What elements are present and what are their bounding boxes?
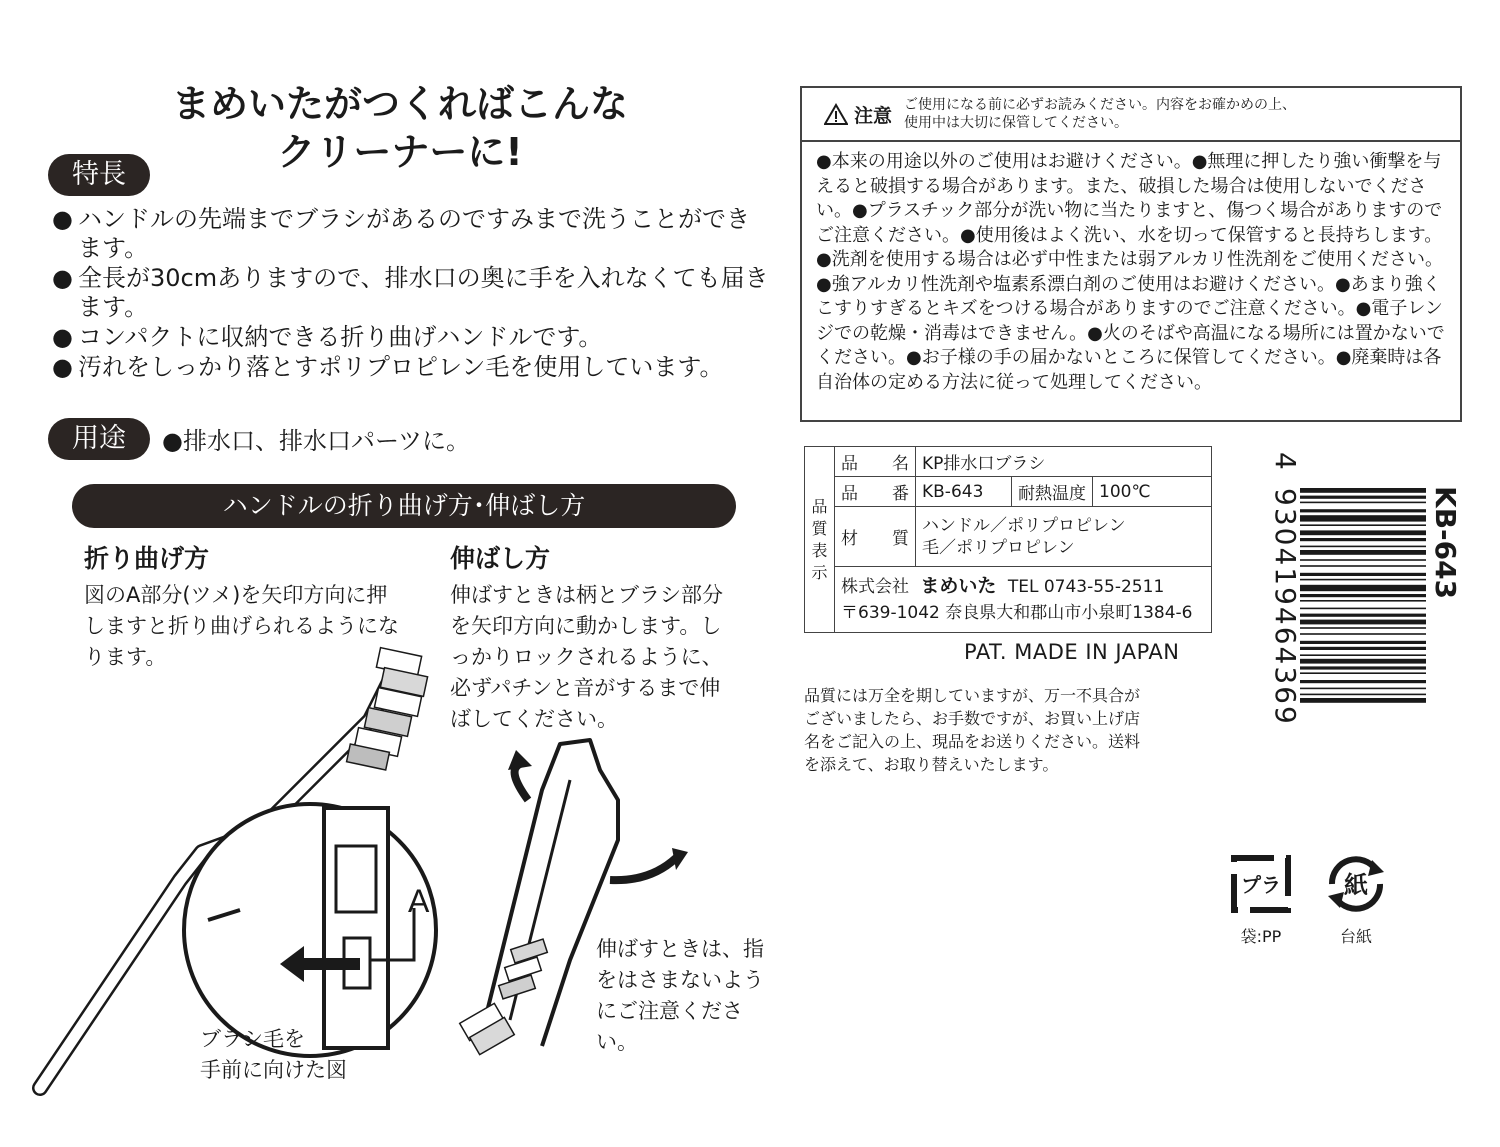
quality-note: 品質には万全を期していますが、万一不具合がございましたら、お手数ですが、お買い上げ店名をご記入の上、現品をお送りください。送料を添えて、お取り替えいたします。	[804, 686, 1141, 774]
zoom-circle	[184, 804, 436, 1056]
barcode-product-code: KB-643	[1429, 486, 1462, 600]
brush-bristles-icon	[347, 648, 428, 770]
barcode-bar	[1300, 641, 1426, 644]
caption-fold: ブラシ毛を 手前に向けた図	[200, 1027, 347, 1082]
spec-heat-label: 耐熱温度	[1012, 477, 1093, 507]
spec-code-label: 品番	[841, 484, 909, 504]
plastic-recycle-icon	[1226, 852, 1296, 916]
company-address: 〒639-1042 奈良県大和郡山市小泉町1384-6	[841, 603, 1193, 623]
quality-side-label: 品質表示	[805, 447, 835, 633]
barcode-bar	[1300, 688, 1426, 690]
feature-text: コンパクトに収納できる折り曲げハンドルです。	[78, 323, 603, 351]
barcode-bar	[1300, 496, 1426, 499]
barcode-bar	[1300, 594, 1426, 597]
warning-label: 注意	[854, 104, 893, 127]
warning-body: ●本来の用途以外のご使用はお避けください。●無理に押したり強い衝撃を与えると破損する場合があります。また、破損した場合は使用しないでください。●プラスチック部分が洗い物に当たりますと、傷つく場合がありますのでご注意ください。●使用後はよく洗い、水を切って保管すると長持ちします。●洗剤を使用する場合は必ず中性または弱アルカリ性洗剤をご使用ください。●強アルカリ性洗剤や塩素系漂白剤のご使用はお避けください。●あまり強くこすりすぎるとキズをつける場合がありますのでご注意ください。●電子レンジでの乾燥・消毒はできません。●火のそばや高温になる場所には置かないでください。●お子様の手の届かないところに保管してください。●廃棄時は各自治体の定める方法に従って処理してください。	[816, 151, 1445, 393]
barcode-bar	[1300, 546, 1426, 548]
barcode-bar	[1300, 620, 1426, 625]
feature-text: 全長が30cmありますので、排水口の奥に手を入れなくても届きます。	[78, 264, 769, 321]
handle-section-title: ハンドルの折り曲げ方･伸ばし方	[72, 484, 736, 528]
spec-material-value: ハンドル／ポリプロピレン 毛／ポリプロピレン	[916, 507, 1212, 567]
feature-text: 汚れをしっかり落とすポリプロピレン毛を使用しています。	[78, 353, 724, 381]
barcode-bar	[1300, 573, 1426, 576]
spec-material-label: 材質	[841, 529, 909, 549]
barcode-first-digit: 4	[1269, 452, 1302, 472]
barcode-bar	[1300, 654, 1426, 656]
warning-header-text: ご使用になる前に必ずお読みください。内容をお確かめの上、 使用中は大切に保管してください。	[904, 97, 1297, 131]
barcode-bar	[1300, 659, 1426, 664]
svg-text:プラ: プラ	[1241, 873, 1281, 897]
barcode-bar	[1300, 530, 1426, 535]
spec-name-label: 品名	[841, 454, 909, 474]
warning-box	[800, 86, 1462, 422]
barcode-bar	[1300, 524, 1426, 526]
extend-text: 伸ばすときは柄とブラシ部分を矢印方向に動かします。しっかりロックされるように、必ずパチンと音がするまで伸ばしてください。	[450, 583, 723, 731]
usage-text: ●排水口、排水口パーツに。	[162, 427, 470, 455]
company-tel: TEL 0743-55-2511	[1007, 577, 1165, 597]
paper-recycle-icon	[1322, 852, 1390, 916]
barcode-bar	[1300, 502, 1426, 504]
barcode-bar	[1300, 627, 1426, 629]
barcode-bar	[1300, 538, 1426, 541]
barcode-bar	[1300, 666, 1426, 669]
plastic-label: 袋:PP	[1240, 927, 1282, 946]
barcode-bar	[1300, 488, 1426, 493]
barcode-bar	[1300, 579, 1426, 581]
spec-code-value: KB-643	[916, 477, 1012, 507]
spec-company	[835, 567, 1212, 633]
warning-triangle-icon	[824, 103, 848, 125]
barcode-bar	[1300, 565, 1426, 567]
feature-text: ハンドルの先端までブラシがあるのですみまで洗うことができます。	[78, 205, 750, 262]
company-prefix: 株式会社	[841, 577, 909, 597]
headline-line1: まめいたがつくればこんな	[171, 82, 628, 126]
barcode-bar	[1300, 680, 1426, 683]
warning-header	[802, 88, 1460, 142]
barcode-digits: 930419464369	[1269, 488, 1302, 726]
usage-label: 用途	[48, 418, 150, 460]
barcode-bar	[1300, 600, 1426, 602]
barcode-bar	[1300, 614, 1426, 617]
fold-text: 図のA部分(ツメ)を矢印方向に押しますと折り曲げられるようになります。	[84, 583, 399, 669]
extend-title: 伸ばし方	[450, 544, 551, 573]
arrow-right-icon	[610, 858, 676, 880]
features-list	[52, 205, 772, 383]
svg-text:紙: 紙	[1344, 871, 1368, 899]
patent-text: PAT. MADE IN JAPAN	[964, 640, 1180, 664]
callout-letter: A	[408, 883, 430, 919]
barcode-bar	[1300, 515, 1426, 521]
barcode-bar	[1300, 672, 1426, 674]
headline-line2: クリーナーに!	[277, 130, 523, 174]
feature-item: ● 汚れをしっかり落とすポリプロピレン毛を使用しています。	[52, 353, 772, 382]
barcode-bar	[1300, 559, 1426, 561]
barcode-bar	[1300, 647, 1426, 650]
fold-title: 折り曲げ方	[84, 544, 210, 573]
caption-extend: 伸ばすときは、指をはさまないようにご注意ください。	[596, 937, 764, 1054]
feature-item: ● ハンドルの先端までブラシがあるのですみまで洗うことができます。	[52, 205, 772, 263]
barcode-bar	[1300, 608, 1426, 610]
quality-table	[804, 446, 1212, 633]
spec-name-value: KP排水口ブラシ	[916, 447, 1212, 477]
barcode-bar	[1300, 633, 1426, 635]
feature-item: ● コンパクトに収納できる折り曲げハンドルです。	[52, 323, 772, 352]
arrow-up-icon	[515, 764, 528, 800]
company-logo: まめいた	[920, 575, 997, 597]
barcode-bar	[1300, 509, 1426, 512]
barcode-icon	[1300, 486, 1426, 794]
paper-label: 台紙	[1339, 927, 1372, 946]
feature-item: ● 全長が30cmありますので、排水口の奥に手を入れなくても届きます。	[52, 264, 772, 322]
spec-heat-value: 100℃	[1093, 477, 1212, 507]
barcode-bar	[1300, 550, 1426, 555]
barcode-bar	[1300, 694, 1426, 696]
barcode-bar	[1300, 698, 1426, 703]
features-label: 特長	[48, 154, 150, 196]
barcode-bar	[1300, 585, 1426, 591]
